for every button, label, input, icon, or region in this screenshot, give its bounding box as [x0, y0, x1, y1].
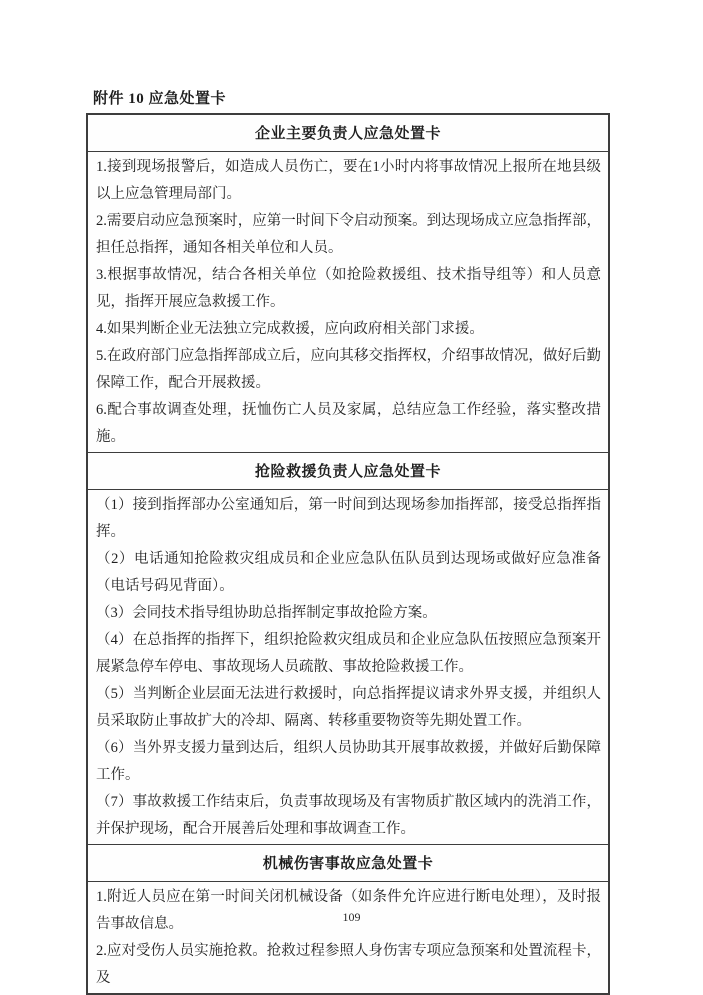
attachment-title: 附件 10 应急处置卡 — [93, 91, 227, 107]
section-header-rescue-leader: 抢险救援负责人应急处置卡 — [88, 452, 608, 490]
section-body-rescue-leader — [88, 490, 608, 844]
card-item: 6.配合事故调查处理，抚恤伤亡人员及家属，总结应急工作经验，落实整改措施。 — [96, 402, 601, 445]
card-item: 2.应对受伤人员实施抢救。抢救过程参照人身伤害专项应急预案和处置流程卡，及 — [96, 943, 601, 986]
card-item: 3.根据事故情况，结合各相关单位（如抢险救援组、技术指导组等）和人员意见，指挥开展应急救援工作。 — [96, 267, 601, 310]
card-item: （7）事故救援工作结束后，负责事故现场及有害物质扩散区域内的洗消工作，并保护现场，配合开展善后处理和事故调查工作。 — [96, 794, 601, 837]
card-item: （2）电话通知抢险救灾组成员和企业应急队伍队员到达现场或做好应急准备（电话号码见背面）。 — [96, 551, 601, 594]
emergency-card-table — [86, 113, 610, 995]
card-item: （1）接到指挥部办公室通知后，第一时间到达现场参加指挥部，接受总指挥指挥。 — [96, 497, 601, 540]
section-body-enterprise-leader — [88, 152, 608, 452]
card-item: 1.接到现场报警后，如造成人员伤亡，要在1小时内将事故情况上报所在地县级以上应急管理局部门。 — [96, 159, 601, 202]
card-item: （5）当判断企业层面无法进行救援时，向总指挥提议请求外界支援，并组织人员采取防止事故扩大的冷却、隔离、转移重要物资等先期处置工作。 — [96, 686, 601, 729]
page-number: 109 — [342, 910, 361, 924]
section-header-mechanical-injury: 机械伤害事故应急处置卡 — [88, 844, 608, 882]
card-item: 2.需要启动应急预案时，应第一时间下令启动预案。到达现场成立应急指挥部，担任总指挥，通知各相关单位和人员。 — [96, 213, 601, 256]
section-header-enterprise-leader: 企业主要负责人应急处置卡 — [88, 115, 608, 152]
section-body-mechanical-injury — [88, 882, 608, 993]
card-item: 1.附近人员应在第一时间关闭机械设备（如条件允许应进行断电处理），及时报告事故信息。 — [96, 889, 601, 932]
card-item: （6）当外界支援力量到达后，组织人员协助其开展事故救援，并做好后勤保障工作。 — [96, 740, 601, 783]
card-item: 5.在政府部门应急指挥部成立后，应向其移交指挥权，介绍事故情况，做好后勤保障工作，配合开展救援。 — [96, 348, 601, 391]
card-item: 4.如果判断企业无法独立完成救援，应向政府相关部门求援。 — [96, 321, 484, 337]
card-item: （4）在总指挥的指挥下，组织抢险救灾组成员和企业应急队伍按照应急预案开展紧急停车停电、事故现场人员疏散、事故抢险救援工作。 — [96, 632, 601, 675]
card-item: （3）会同技术指导组协助总指挥制定事故抢险方案。 — [96, 605, 437, 621]
